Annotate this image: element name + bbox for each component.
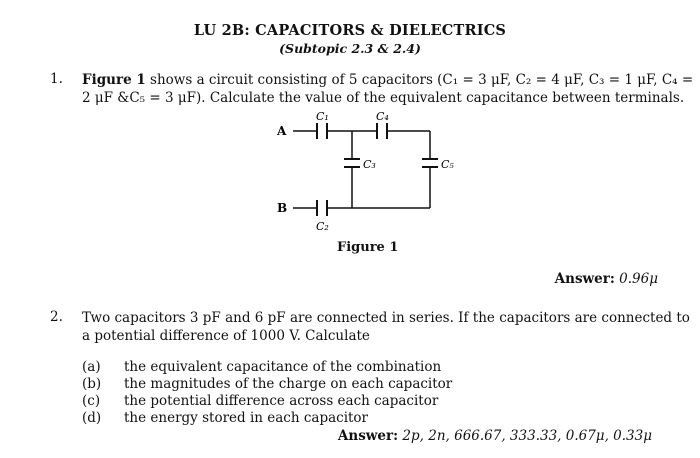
question-1-number: 1. [50, 71, 63, 87]
question-1-text-line1 [82, 71, 693, 89]
c2-label: C₂ [316, 220, 329, 233]
question-1-answer [555, 271, 658, 287]
figure-caption: Figure 1 [337, 240, 399, 255]
list-item: (d) the energy stored in each capacitor [82, 410, 369, 426]
question-1-text-line2: 2 μF &C₅ = 3 μF). Calculate the value of the equivalent capacitance between terminals. [82, 90, 685, 106]
c5-label: C₅ [441, 158, 454, 171]
figure-reference: Figure 1 [82, 72, 146, 88]
question-2-parts [82, 359, 452, 427]
answer-value: 2p, 2n, 666.67, 333.33, 0.67μ, 0.33μ [402, 428, 652, 444]
c4-label: C₄ [376, 110, 389, 123]
page-subtitle: (Subtopic 2.3 & 2.4) [279, 41, 421, 56]
circuit-diagram [270, 108, 460, 238]
question-2-text-line2: a potential difference of 1000 V. Calculate [82, 328, 370, 344]
list-item: (b) the magnitudes of the charge on each capacitor [82, 376, 453, 392]
list-item: (a) the equivalent capacitance of the combination [82, 359, 442, 375]
page-title: LU 2B: CAPACITORS & DIELECTRICS [193, 22, 507, 39]
question-1-line1-rest: shows a circuit consisting of 5 capacitors (C₁ = 3 μF, C₂ = 4 μF, C₃ = 1 μF, C₄ = [145, 72, 694, 88]
question-2-text-line1: Two capacitors 3 pF and 6 pF are connected in series. If the capacitors are connected to [82, 310, 690, 326]
answer-label: Answer: [554, 271, 615, 287]
list-item: (c) the potential difference across each capacitor [82, 393, 439, 409]
question-2-number: 2. [50, 309, 63, 325]
c1-label: C₁ [316, 110, 329, 123]
answer-label: Answer: [337, 428, 399, 444]
answer-value: 0.96μ [619, 271, 658, 287]
c3-label: C₃ [363, 158, 376, 171]
terminal-b-label: B [277, 201, 288, 215]
question-2-answer [338, 428, 652, 444]
terminal-a-label: A [277, 124, 287, 138]
